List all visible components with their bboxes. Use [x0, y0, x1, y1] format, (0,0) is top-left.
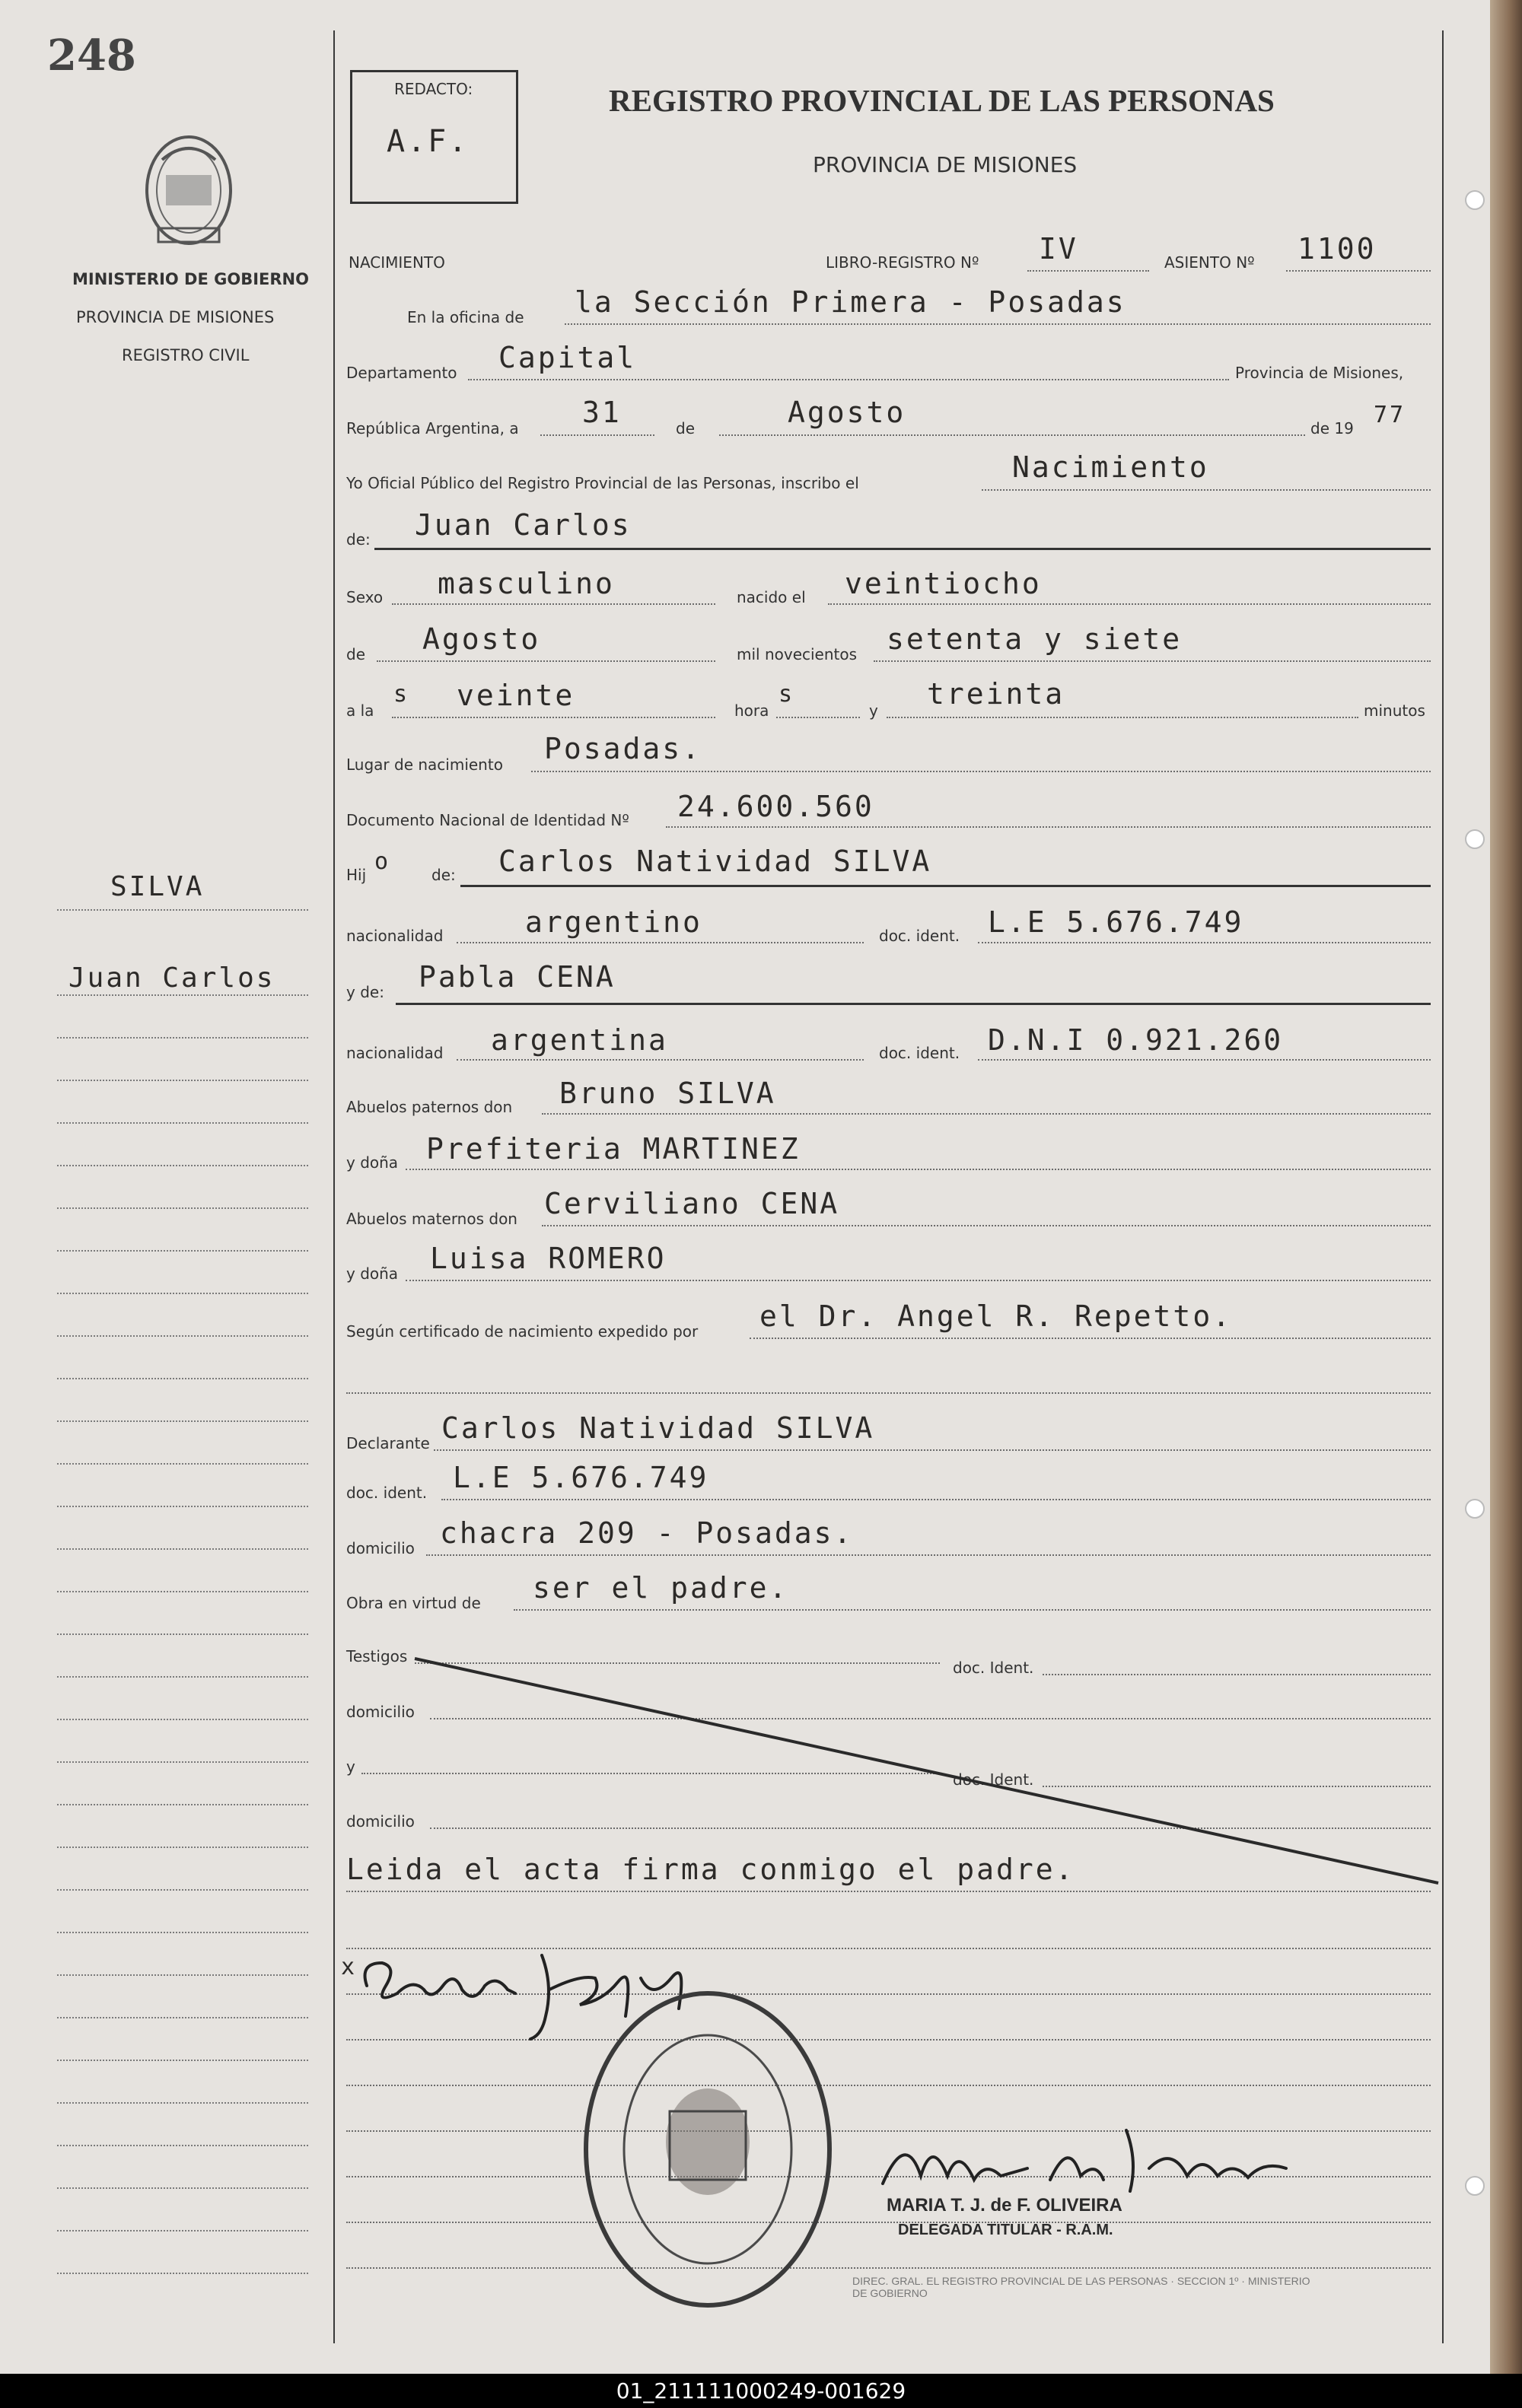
anio-nac-value: setenta y siete	[887, 622, 1183, 656]
year-value: 77	[1374, 402, 1406, 428]
lugar-label: Lugar de nacimiento	[346, 755, 503, 774]
binder-hole	[1465, 829, 1485, 849]
yde-label: y de:	[346, 983, 384, 1001]
day-value: 31	[582, 396, 622, 429]
domicilio-label: domicilio	[346, 1539, 415, 1557]
margin-ruled-line	[57, 1804, 308, 1805]
doc1-value: L.E 5.676.749	[988, 905, 1244, 939]
margin-ruled-line	[57, 1080, 308, 1081]
ydona1-value: Prefiteria MARTINEZ	[426, 1132, 801, 1166]
nac1-value: argentino	[525, 905, 702, 939]
margin-ruled-line	[57, 1889, 308, 1891]
certificado-value: el Dr. Angel R. Repetto.	[759, 1299, 1233, 1333]
libro-label: LIBRO-REGISTRO Nº	[826, 253, 979, 272]
minutos-label: minutos	[1364, 701, 1425, 720]
oficina-label: En la oficina de	[407, 308, 524, 326]
margin-ruled-line	[57, 1847, 308, 1848]
margin-ruled-line	[57, 1719, 308, 1720]
seal-text: DIREC. GRAL. EL REGISTRO PROVINCIAL DE LAS PERSONAS · SECCION 1º · MINISTERIO DE GOBIERNO	[852, 2275, 1310, 2299]
hijo-label: Hij	[346, 866, 367, 884]
alas-value: s	[393, 681, 410, 708]
coat-of-arms-icon	[139, 129, 238, 251]
de3-label: de	[346, 645, 365, 663]
declarante-label: Declarante	[346, 1434, 430, 1452]
margin-ruled-line	[57, 1037, 308, 1039]
domicilio3-label: domicilio	[346, 1812, 415, 1831]
margin-ruled-line	[57, 1293, 308, 1294]
alas-label: a la	[346, 701, 374, 720]
departamento-label: Departamento	[346, 364, 457, 382]
testigos-label: Testigos	[346, 1647, 408, 1665]
ydona2-value: Luisa ROMERO	[430, 1242, 667, 1275]
nac1-label: nacionalidad	[346, 927, 444, 945]
abuelos-maternos-value: Cerviliano CENA	[544, 1187, 840, 1220]
margin-ruled-line	[57, 2145, 308, 2146]
margin-names: Juan Carlos	[68, 962, 275, 994]
sexo-value: masculino	[438, 567, 615, 600]
obra-label: Obra en virtud de	[346, 1594, 481, 1612]
dni-label: Documento Nacional de Identidad Nº	[346, 811, 629, 829]
nombre-value: Juan Carlos	[415, 508, 632, 542]
hijo-de-label: de:	[431, 866, 456, 884]
official-seal	[578, 1986, 837, 2313]
minutos-value: treinta	[927, 677, 1065, 711]
doc3-value: L.E 5.676.749	[453, 1461, 709, 1494]
ydona1-label: y doña	[346, 1153, 399, 1172]
padre-value: Carlos Natividad SILVA	[498, 845, 932, 878]
margin-ruled-line	[57, 1548, 308, 1550]
obra-value: ser el padre.	[533, 1571, 789, 1605]
margin-ruled-line	[57, 1165, 308, 1166]
mes-nac-value: Agosto	[422, 622, 541, 656]
margin-ruled-line	[57, 1633, 308, 1635]
oficina-value: la Sección Primera - Posadas	[575, 285, 1126, 319]
dni-value: 24.600.560	[677, 790, 874, 823]
abuelos-maternos-label: Abuelos maternos don	[346, 1210, 517, 1228]
binder-hole	[1465, 190, 1485, 210]
margin-ruled-line	[57, 1676, 308, 1678]
margin-ruled-line	[57, 1932, 308, 1933]
margin-ruled-line	[57, 1761, 308, 1763]
margin-ruled-line	[57, 1591, 308, 1592]
page-right-rule	[1442, 30, 1444, 2343]
domicilio-value: chacra 209 - Posadas.	[440, 1516, 854, 1550]
doc3-label: doc. ident.	[346, 1484, 428, 1502]
oficial-label: Yo Oficial Público del Registro Provincial de las Personas, inscribo el	[346, 474, 859, 492]
redacto-label: REDACTO:	[394, 80, 473, 98]
month-value: Agosto	[788, 396, 906, 429]
margin-ruled-line	[57, 2102, 308, 2104]
libro-value: IV	[1039, 232, 1078, 266]
officer-title: DELEGADA TITULAR - R.A.M.	[898, 2222, 1113, 2238]
docident2-label: doc. Ident.	[953, 1770, 1034, 1789]
certificado-label: Según certificado de nacimiento expedido por	[346, 1322, 699, 1341]
de-label: de	[676, 419, 695, 437]
docident-label: doc. Ident.	[953, 1659, 1034, 1677]
registry-title: REGISTRO PROVINCIAL DE LAS PERSONAS	[609, 83, 1275, 118]
margin-ruled-line	[57, 2187, 308, 2189]
margin-ruled-line	[57, 1122, 308, 1124]
margin-ruled-line	[57, 1250, 308, 1252]
y-label: y	[869, 701, 878, 720]
departamento-value: Capital	[498, 341, 637, 374]
declarante-value: Carlos Natividad SILVA	[441, 1411, 875, 1445]
asiento-label: ASIENTO Nº	[1164, 253, 1255, 272]
hora-label: hora	[734, 701, 769, 720]
margin-ruled-line	[57, 1420, 308, 1422]
sexo-label: Sexo	[346, 588, 384, 606]
domicilio2-label: domicilio	[346, 1703, 415, 1721]
redacto-value: A.F.	[387, 124, 470, 159]
margin-ruled-line	[57, 909, 308, 911]
doc2-label: doc. ident.	[879, 1044, 960, 1062]
registry-subtitle: PROVINCIA DE MISIONES	[813, 152, 1078, 177]
province-label: PROVINCIA DE MISIONES	[76, 308, 275, 326]
officer-signature	[875, 2115, 1301, 2206]
redacto-box	[350, 70, 518, 204]
y2-label: y	[346, 1757, 355, 1776]
margin-ruled-line	[57, 1974, 308, 1976]
margin-ruled-line	[57, 2017, 308, 2018]
binder-edge	[1490, 0, 1522, 2374]
nacido-label: nacido el	[737, 588, 806, 606]
margin-ruled-line	[57, 994, 308, 996]
margin-ruled-line	[57, 1463, 308, 1465]
margin-surname: SILVA	[110, 871, 205, 902]
act-type-label: NACIMIENTO	[349, 253, 445, 272]
declarant-mark: x	[341, 1954, 358, 1980]
page-number: 248	[47, 30, 136, 81]
binder-hole	[1465, 2176, 1485, 2196]
madre-value: Pabla CENA	[419, 960, 616, 994]
margin-ruled-line	[57, 1378, 308, 1379]
year-label: de 19	[1310, 419, 1354, 437]
mil-label: mil novecientos	[737, 645, 858, 663]
binder-hole	[1465, 1499, 1485, 1519]
lugar-value: Posadas.	[544, 732, 702, 765]
margin-ruled-line	[57, 1506, 308, 1507]
officer-name: MARIA T. J. de F. OLIVEIRA	[887, 2195, 1122, 2216]
abuelos-paternos-value: Bruno SILVA	[559, 1077, 776, 1110]
image-id-footer: 01_211111000249-001629	[0, 2374, 1522, 2408]
margin-ruled-line	[57, 2230, 308, 2231]
ministry-label: MINISTERIO DE GOBIERNO	[72, 270, 309, 288]
column-divider	[333, 30, 335, 2343]
nac2-label: nacionalidad	[346, 1044, 444, 1062]
ydona2-label: y doña	[346, 1264, 399, 1283]
hijo-suffix: o	[374, 848, 391, 875]
republica-label: República Argentina, a	[346, 419, 519, 437]
closing-statement: Leida el acta firma conmigo el padre.	[346, 1853, 1075, 1886]
signature-ruled-line	[346, 2085, 1431, 2086]
registry-label: REGISTRO CIVIL	[122, 346, 250, 364]
doc2-value: D.N.I 0.921.260	[988, 1023, 1284, 1057]
doc1-label: doc. ident.	[879, 927, 960, 945]
abuelos-paternos-label: Abuelos paternos don	[346, 1098, 513, 1116]
asiento-value: 1100	[1298, 232, 1377, 266]
margin-ruled-line	[57, 1335, 308, 1337]
oficial-value: Nacimiento	[1012, 450, 1209, 484]
hora-value: veinte	[457, 679, 575, 712]
provincia-label: Provincia de Misiones,	[1235, 364, 1404, 382]
hora-suffix: s	[779, 681, 795, 708]
margin-ruled-line	[57, 2273, 308, 2274]
margin-ruled-line	[57, 1207, 308, 1209]
de2-label: de:	[346, 530, 371, 549]
signature-ruled-line	[346, 2267, 1431, 2269]
margin-ruled-line	[57, 2060, 308, 2061]
signature-ruled-line	[346, 2222, 1431, 2223]
nac2-value: argentina	[491, 1023, 668, 1057]
nacido-value: veintiocho	[845, 567, 1042, 600]
